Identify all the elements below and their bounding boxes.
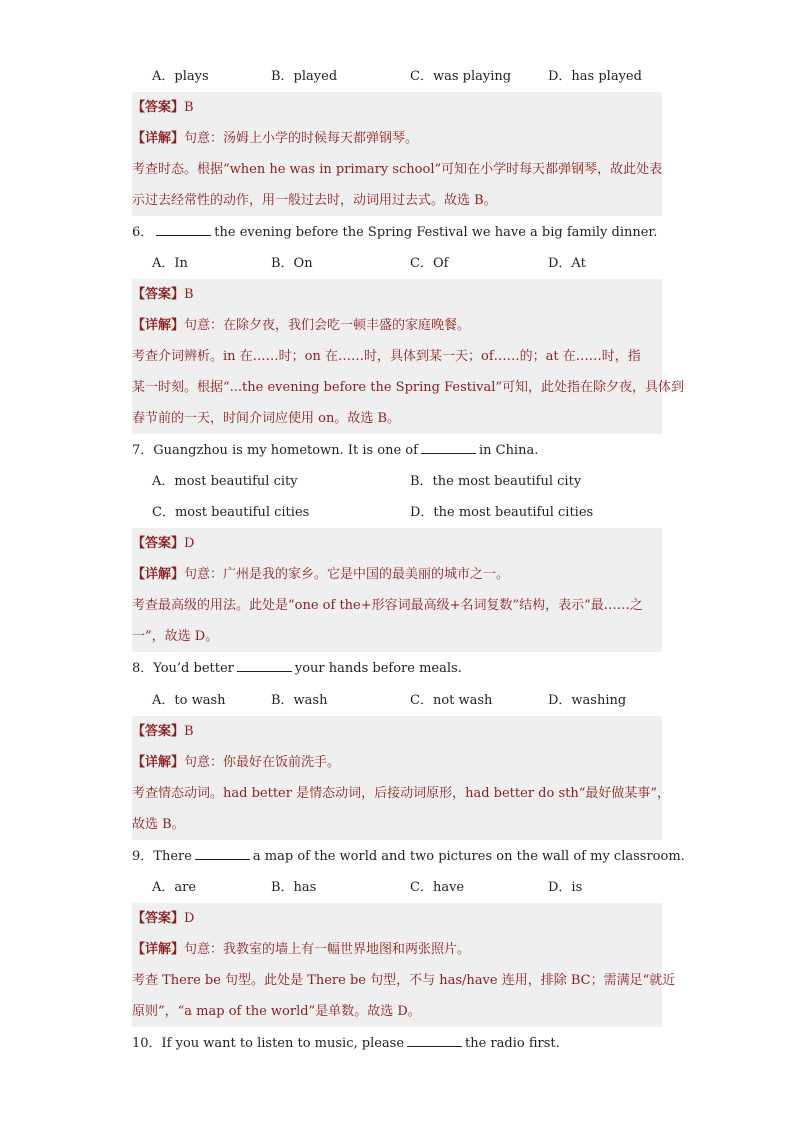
stem-pre: 10．If you want to listen to music, please [132, 1036, 405, 1051]
answer-value: B [184, 100, 194, 115]
stem-post: in China. [478, 443, 539, 458]
q9-detail [132, 934, 470, 965]
q8-option-d: D．washing [548, 693, 627, 708]
q5-answer [132, 92, 194, 123]
q5-option-c: C．was playing [410, 69, 512, 84]
stem-pre: 8．You’d better [132, 661, 234, 676]
detail-label: 【详解】 [132, 755, 185, 770]
q8-detail-line3: 故选 B。 [132, 817, 185, 832]
stem-pre: 6． [132, 225, 154, 240]
detail-label: 【详解】 [132, 567, 185, 582]
q7-answer [132, 528, 194, 559]
q6-option-a: A．In [152, 256, 188, 271]
q8-answer [132, 716, 194, 747]
q5-option-a: A．plays [152, 69, 209, 84]
q7-detail-line2: 考查最高级的用法。此处是“one of the+形容词最高级+名词复数”结构，表示“最……之 [132, 598, 643, 613]
q7-option-a: A．most beautiful city [152, 474, 298, 489]
detail-text: 句意：我教室的墙上有一幅世界地图和两张照片。 [184, 942, 471, 957]
stem-pre: 9．There [132, 849, 192, 864]
q5-detail [132, 123, 418, 154]
q9-detail-line2: 考查 There be 句型。此处是 There be 句型，不与 has/have 连用，排除 BC；需满足“就近 [132, 973, 676, 988]
q6-detail-line4: 春节前的一天，时间介词应使用 on。故选 B。 [132, 411, 401, 426]
detail-label: 【详解】 [132, 131, 185, 146]
q9-answer [132, 903, 194, 934]
answer-value: B [184, 287, 194, 302]
q7-option-c: C．most beautiful cities [152, 505, 310, 520]
q9-option-b: B．has [271, 880, 317, 895]
q8-detail-line2: 考查情态动词。had better 是情态动词，后接动词原形，had better do sth“最好做某事”， [132, 786, 671, 801]
q5-option-d: D．has played [548, 69, 642, 84]
q6-option-b: B．On [271, 256, 313, 271]
stem-post: the evening before the Spring Festival we have a big family dinner. [214, 225, 658, 240]
detail-text: 句意：你最好在饭前洗手。 [184, 755, 341, 770]
detail-text: 句意：在除夕夜，我们会吃一顿丰盛的家庭晚餐。 [184, 318, 471, 333]
stem-post: the radio first. [465, 1036, 560, 1051]
answer-label: 【答案】 [132, 100, 185, 115]
answer-blank [421, 441, 476, 454]
answer-label: 【答案】 [132, 536, 185, 551]
q8-stem [132, 653, 462, 684]
q10-stem [132, 1028, 560, 1059]
stem-pre: 7．Guangzhou is my hometown. It is one of [132, 443, 418, 458]
q6-stem [132, 217, 657, 248]
q5-detail-line3: 示过去经常性的动作，用一般过去时，动词用过去式。故选 B。 [132, 193, 497, 208]
answer-label: 【答案】 [132, 724, 185, 739]
q6-option-c: C．Of [410, 256, 449, 271]
answer-value: B [184, 724, 194, 739]
q7-detail-line3: 一”，故选 D。 [132, 629, 219, 644]
q7-option-b: B．the most beautiful city [410, 474, 582, 489]
q6-option-d: D．At [548, 256, 586, 271]
q8-option-b: B．wash [271, 693, 328, 708]
answer-blank [237, 659, 292, 672]
detail-text: 句意：广州是我的家乡。它是中国的最美丽的城市之一。 [184, 567, 510, 582]
q6-detail [132, 310, 470, 341]
q8-option-a: A．to wash [152, 693, 226, 708]
q5-detail-line2: 考查时态。根据“when he was in primary school”可知在小学时每天都弹钢琴，故此处表 [132, 162, 663, 177]
detail-label: 【详解】 [132, 318, 185, 333]
answer-value: D [184, 911, 195, 926]
answer-blank [407, 1034, 462, 1047]
stem-post: a map of the world and two pictures on the wall of my classroom. [252, 849, 685, 864]
q6-detail-line2: 考查介词辨析。in 在……时；on 在……时，具体到某一天；of……的；at 在……时，指 [132, 349, 641, 364]
q7-option-d: D．the most beautiful cities [410, 505, 594, 520]
q6-detail-line3: 某一时刻。根据“...the evening before the Spring Festival”可知，此处指在除夕夜，具体到 [132, 380, 685, 395]
q7-detail [132, 559, 509, 590]
q9-option-a: A．are [152, 880, 197, 895]
q9-option-d: D．is [548, 880, 583, 895]
q9-option-c: C．have [410, 880, 465, 895]
detail-label: 【详解】 [132, 942, 185, 957]
q7-stem [132, 435, 538, 466]
q9-detail-line3: 原则”，“a map of the world”是单数。故选 D。 [132, 1004, 421, 1019]
q5-option-b: B．played [271, 69, 338, 84]
answer-blank [156, 223, 211, 236]
answer-value: D [184, 536, 195, 551]
answer-label: 【答案】 [132, 911, 185, 926]
q8-option-c: C．not wash [410, 693, 493, 708]
answer-label: 【答案】 [132, 287, 185, 302]
stem-post: your hands before meals. [294, 661, 462, 676]
q8-detail [132, 747, 340, 778]
answer-blank [195, 847, 250, 860]
q6-answer [132, 279, 194, 310]
detail-text: 句意：汤姆上小学的时候每天都弹钢琴。 [184, 131, 419, 146]
q9-stem [132, 841, 685, 872]
